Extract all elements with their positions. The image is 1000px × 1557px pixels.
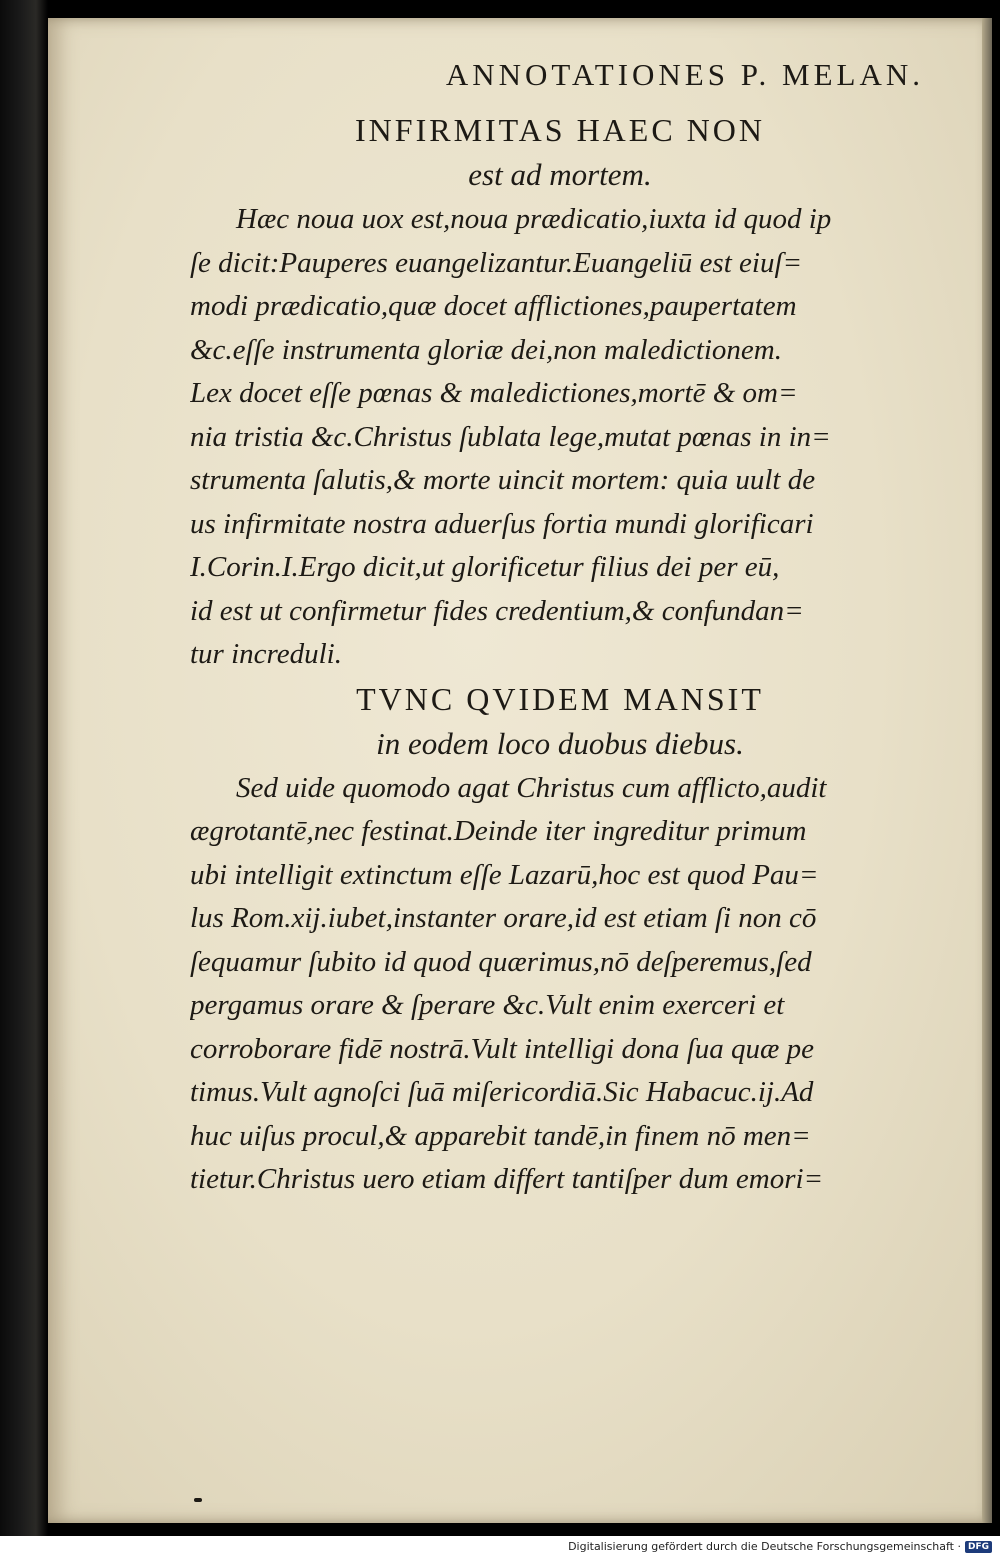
text-line: id est ut confirmetur fides credentium,& confundan= [190, 594, 804, 627]
text-line: I.Corin.I.Ergo dicit,ut glorificetur filius dei per eū, [190, 551, 780, 583]
text-line: pergamus orare & ſperare &c.Vult enim exerceri et [190, 989, 785, 1021]
text-line: ubi intelligit extinctum eſſe Lazarū,hoc est quod Pau= [190, 858, 819, 891]
footer-bar [0, 1536, 1000, 1557]
text-line: corroborare fidē nostrā.Vult intelligi dona ſua quæ pe [190, 1032, 815, 1065]
page-text [190, 52, 930, 1202]
section-2 [190, 677, 930, 1202]
section-1-heading: INFIRMITAS HAEC NON [355, 112, 765, 148]
section-1 [190, 108, 930, 677]
text-line: Sed uide quomodo agat Christus cum afflicto,audit [236, 771, 827, 804]
section-2-subheading: in eodem loco duobus diebus. [376, 725, 744, 761]
dfg-logo: DFG [965, 1541, 992, 1553]
running-head: ANNOTATIONES P. MELAN. [445, 57, 924, 92]
text-line: Hæc noua uox est,noua prædicatio,iuxta id quod ip [236, 203, 832, 235]
page-edge [982, 18, 992, 1523]
text-line: strumenta ſalutis,& morte uincit mortem: quia uult de [190, 464, 816, 496]
text-line: ægrotantē,nec festinat.Deinde iter ingreditur primum [190, 815, 807, 847]
text-line: tur increduli. [190, 638, 342, 670]
text-line: us infirmitate nostra aduerſus fortia mundi glorificari [190, 507, 814, 540]
section-2-heading: TVNC QVIDEM MANSIT [356, 680, 764, 717]
text-line: ſe dicit:Pauperes euangelizantur.Euangeliū est eiuſ= [190, 246, 803, 279]
text-line: nia tristia &c.Christus ſublata lege,mutat pœnas in in= [190, 420, 831, 453]
text-line: huc uiſus procul,& apparebit tandē,in finem nō men= [190, 1119, 811, 1152]
ink-mark [194, 1498, 202, 1502]
footer-credit: Digitalisierung gefördert durch die Deutsche Forschungsgemeinschaft · [568, 1540, 961, 1553]
text-line: modi prædicatio,quæ docet afflictiones,paupertatem [190, 290, 797, 322]
text-line: lus Rom.xij.iubet,instanter orare,id est etiam ſi non cō [190, 902, 817, 934]
text-line: ſequamur ſubito id quod quærimus,nō deſperemus,ſed [190, 945, 812, 978]
text-line: &c.eſſe instrumenta gloriæ dei,non maledictionem. [190, 333, 782, 366]
text-line: tietur.Christus uero etiam differt tantiſper dum emori= [190, 1163, 824, 1195]
section-1-subheading: est ad mortem. [468, 157, 652, 192]
text-line: timus.Vult agnoſci ſuā miſericordiā.Sic Habacuc.ij.Ad [190, 1076, 814, 1108]
text-line: Lex docet eſſe pœnas & maledictiones,mortē & om= [190, 377, 798, 409]
